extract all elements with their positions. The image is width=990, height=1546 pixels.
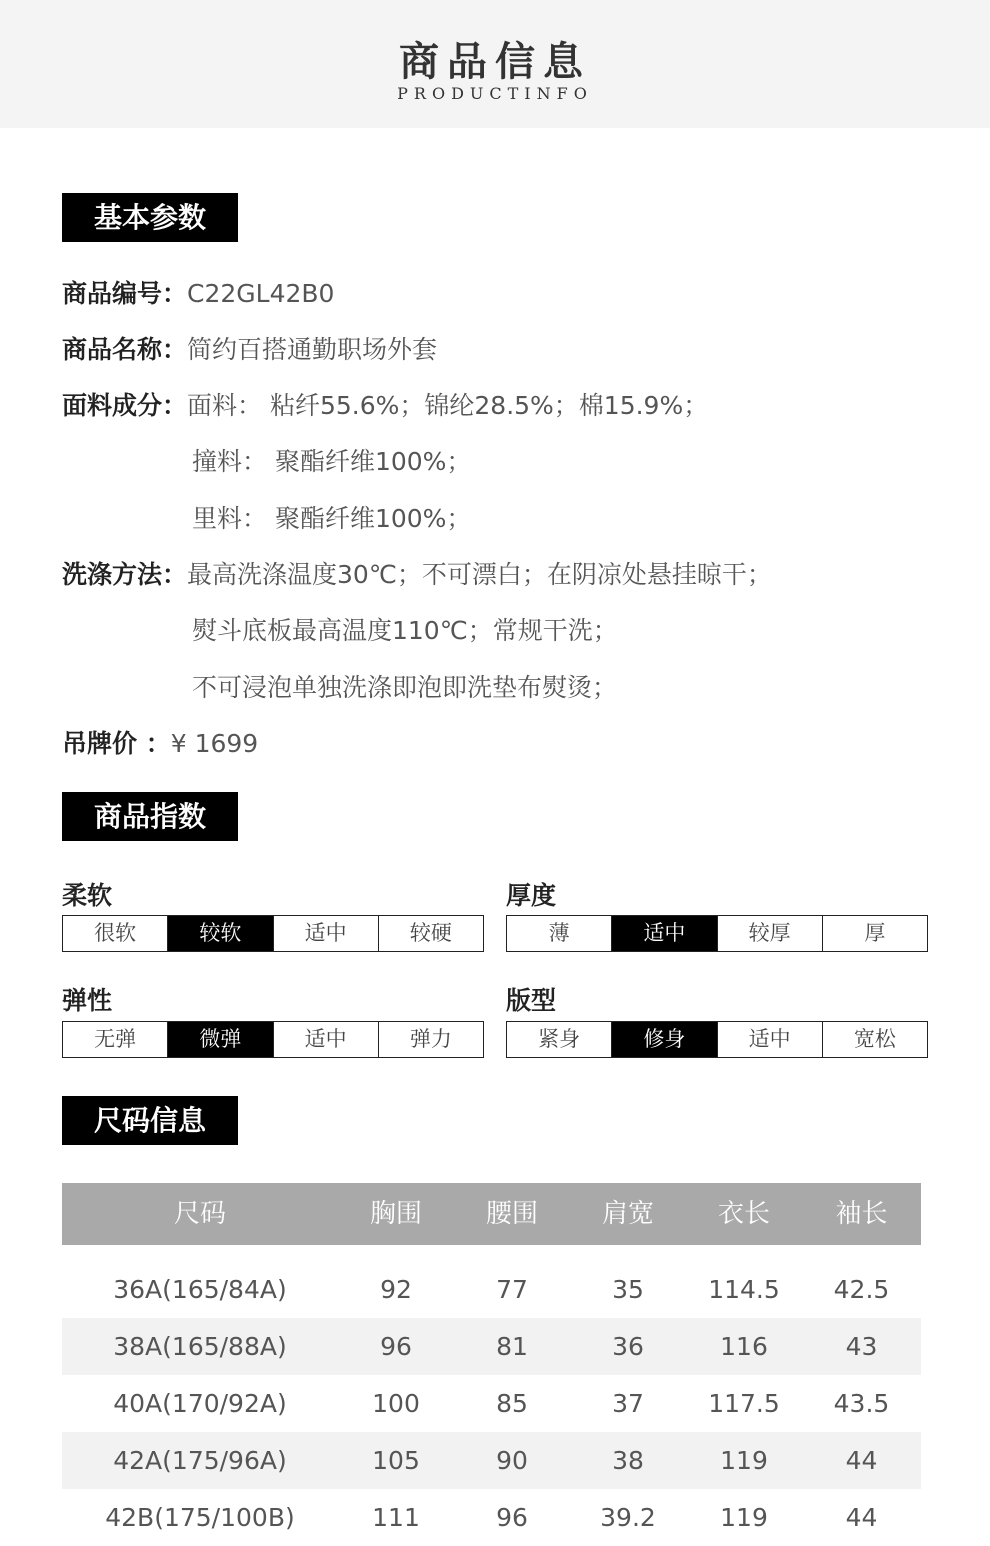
table-cell: 96 [380,1332,412,1361]
table-cell: 81 [496,1332,528,1361]
table-cell: 40A(170/92A) [113,1389,287,1418]
index-scale-elasticity [62,1021,484,1058]
table-cell: 35 [612,1275,644,1304]
fabric-line-3: 里料： 聚酯纤维100%； [192,504,472,533]
table-cell: 36A(165/84A) [113,1275,287,1304]
fabric-line-1: 面料： 粘纤55.6%；锦纶28.5%；棉15.9%； [187,391,709,420]
product-code-label: 商品编号： [62,279,188,308]
index-option: 较硬 [378,916,483,951]
table-cell: 77 [496,1275,528,1304]
index-label-thickness: 厚度 [506,881,557,910]
section-tag-basic: 基本参数 [62,193,238,242]
table-cell: 43.5 [833,1389,890,1418]
product-name-row [62,334,437,366]
header-cell: 衣长 [717,1199,770,1229]
table-cell: 96 [496,1503,528,1532]
table-cell: 43 [845,1332,878,1361]
table-cell: 85 [496,1389,528,1418]
product-code-row [62,278,334,310]
index-label-elasticity: 弹性 [62,986,113,1015]
index-scale-thickness [506,915,928,952]
index-option: 紧身 [538,1027,581,1051]
fabric-label: 面料成分： [62,391,188,420]
table-cell: 119 [720,1503,768,1532]
header-cell: 胸围 [369,1199,422,1229]
index-option: 弹力 [378,1022,483,1057]
index-option-selected: 微弹 [167,1022,272,1057]
table-cell: 116 [720,1332,768,1361]
table-row [62,1318,921,1375]
table-cell: 42A(175/96A) [113,1446,287,1475]
header-cell: 尺码 [173,1199,226,1229]
table-row [62,1375,921,1432]
index-option: 厚 [822,916,927,951]
fabric-line-2: 撞料： 聚酯纤维100%； [192,447,472,476]
table-row [62,1261,921,1318]
index-label-softness: 柔软 [62,881,113,910]
size-table-header [62,1183,921,1245]
index-scale-fit [506,1021,928,1058]
wash-line-1: 最高洗涤温度30℃；不可漂白；在阴凉处悬挂晾干； [187,560,772,589]
table-cell: 44 [845,1446,878,1475]
fabric-row [62,390,708,422]
size-table [62,1183,921,1546]
page-title: 商品信息 [399,39,591,85]
page-subtitle: PRODUCTINFO [397,84,593,103]
wash-line-3: 不可浸泡单独洗涤即泡即洗垫布熨烫； [192,673,618,702]
wash-label: 洗涤方法： [62,560,188,589]
index-option: 很软 [94,921,137,945]
price-row [62,728,258,760]
index-option: 适中 [273,1022,378,1057]
index-option: 宽松 [822,1022,927,1057]
table-cell: 39.2 [600,1503,656,1532]
wash-row [62,559,772,591]
table-row [62,1432,921,1489]
index-option: 薄 [548,921,570,945]
index-label-fit: 版型 [506,986,557,1015]
table-cell: 117.5 [708,1389,780,1418]
index-option-selected: 适中 [611,916,716,951]
table-cell: 42.5 [833,1275,890,1304]
index-scale-softness [62,915,484,952]
section-tag-size: 尺码信息 [62,1096,238,1145]
table-cell: 119 [720,1446,768,1475]
price-value: ¥ 1699 [170,729,259,758]
index-option: 较厚 [717,916,822,951]
table-cell: 44 [845,1503,878,1532]
header-cell: 袖长 [835,1199,888,1229]
table-cell: 114.5 [708,1275,780,1304]
index-option-selected: 修身 [611,1022,716,1057]
header-cell: 腰围 [485,1199,538,1229]
table-cell: 105 [372,1446,420,1475]
table-cell: 111 [372,1503,420,1532]
table-row [62,1489,921,1546]
table-cell: 38A(165/88A) [113,1332,287,1361]
product-name-value: 简约百搭通勤职场外套 [187,335,438,364]
index-option-selected: 较软 [167,916,272,951]
wash-line-2: 熨斗底板最高温度110℃；常规干洗； [192,616,618,645]
table-cell: 100 [372,1389,420,1418]
table-cell: 38 [612,1446,644,1475]
product-name-label: 商品名称： [62,335,188,364]
table-cell: 92 [380,1275,412,1304]
header-cell: 肩宽 [601,1199,654,1229]
price-label: 吊牌价 ： [62,729,171,758]
table-cell: 37 [612,1389,644,1418]
table-cell: 42B(175/100B) [105,1503,295,1532]
table-cell: 36 [612,1332,644,1361]
index-option: 适中 [717,1022,822,1057]
table-cell: 90 [496,1446,528,1475]
section-tag-index: 商品指数 [62,792,238,841]
index-option: 适中 [273,916,378,951]
index-option: 无弹 [94,1027,137,1051]
product-code-value: C22GL42B0 [187,279,335,308]
page-header [0,0,990,128]
